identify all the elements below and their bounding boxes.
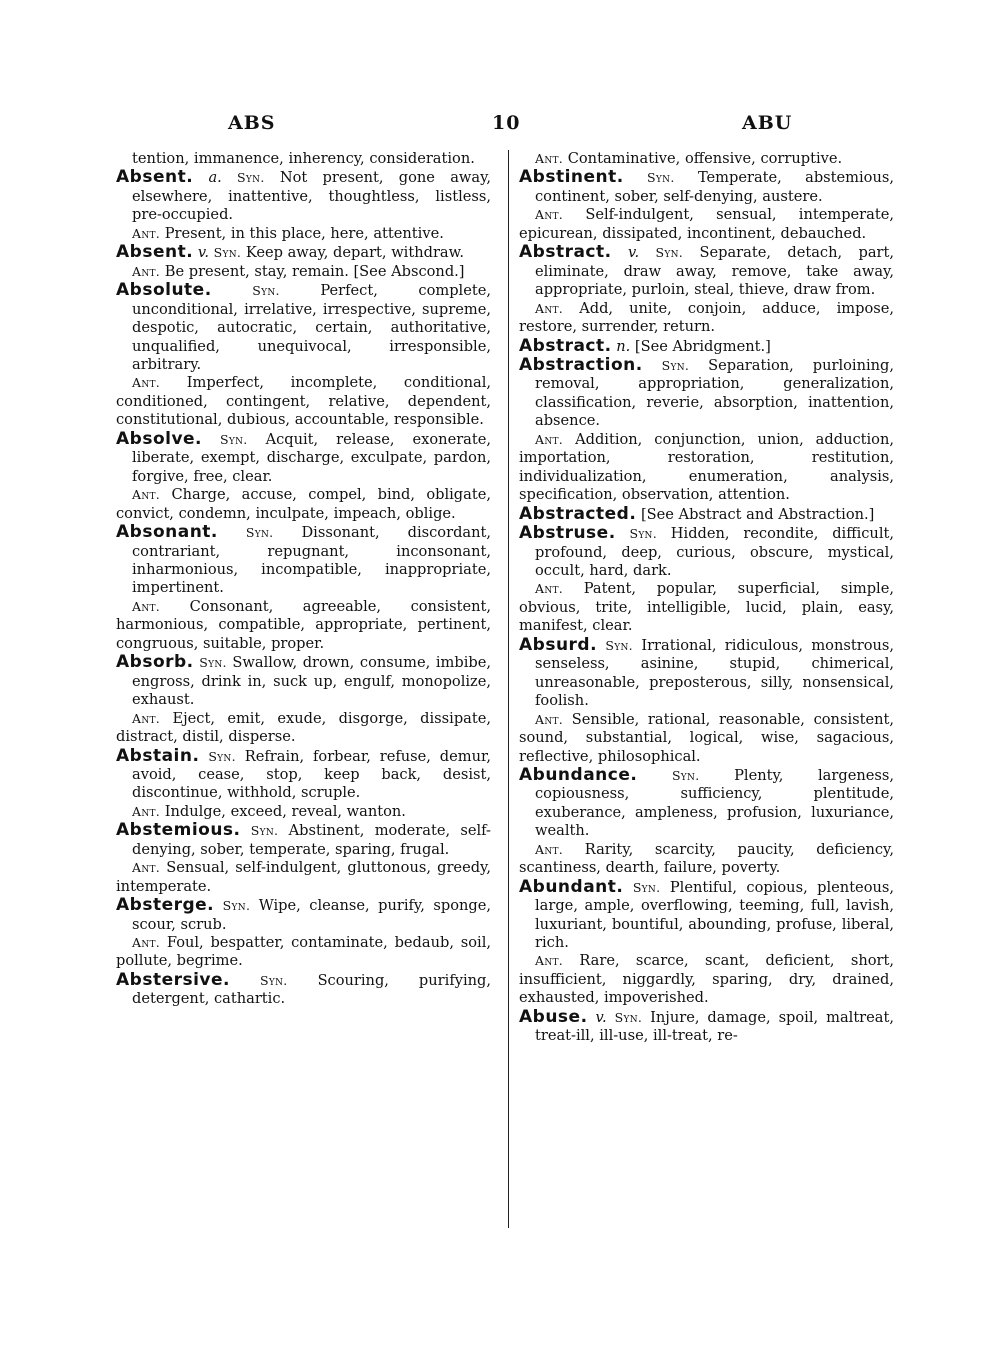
running-head-left: ABS: [228, 112, 276, 134]
antonym-line: [519, 431, 894, 505]
synonym-label: Syn.: [655, 245, 684, 261]
synonym-label: Syn.: [222, 898, 251, 914]
part-of-speech: v.: [595, 1008, 607, 1026]
entry-synonyms: Hidden, recondite, difficult, profound, deep, curious, obscure, mystical, occult, hard, dark.: [535, 525, 895, 579]
antonym-line: [116, 486, 491, 523]
entry-synonyms: Plenty, largeness, copiousness, sufficiency, plentitude, exuberance, ampleness, profusion, luxuriance, wealth.: [535, 766, 894, 840]
entry-headword: Abstraction.: [519, 354, 643, 375]
antonym-line: [116, 934, 491, 971]
entry-headword: Abstersive.: [116, 969, 230, 990]
entry-headword: Absent.: [116, 242, 194, 263]
entry-headword: Abstemious.: [116, 820, 241, 841]
entry-synonyms: Acquit, release, exonerate, liberate, exempt, discharge, exculpate, pardon, forgive, free, clear.: [132, 430, 492, 485]
synonym-label: Syn.: [250, 823, 279, 839]
entry-synonyms: Wipe, cleanse, purify, sponge, scour, scrub.: [132, 897, 492, 933]
entry-headword: Abundance.: [519, 764, 638, 785]
entry-antonyms: Self-indulgent, sensual, intemperate, epicurean, dissipated, incontinent, debauched.: [519, 206, 895, 242]
antonym-line: [519, 150, 894, 168]
antonym-label: Ant.: [132, 263, 161, 279]
synonym-label: Syn.: [632, 879, 661, 895]
entry-headword: Absterge.: [116, 895, 215, 916]
entry-antonyms: Sensual, self-indulgent, gluttonous, greedy, intemperate.: [116, 859, 491, 895]
entry-antonyms: Patent, popular, superficial, simple, obvious, trite, intelligible, lucid, plain, easy, manifest, clear.: [519, 580, 894, 635]
entry-synonyms: [See Abridgment.]: [634, 337, 771, 355]
entry-antonyms: Sensible, rational, reasonable, consistent, sound, substantial, logical, wise, sagacious, reflective, philosophical.: [519, 710, 894, 765]
synonym-label: Syn.: [237, 170, 265, 186]
antonym-line: [519, 206, 894, 243]
dictionary-entry: [116, 523, 491, 598]
left-column: [116, 150, 491, 1009]
dictionary-entry: [116, 243, 491, 262]
entry-antonyms: Foul, bespatter, contaminate, bedaub, soil, pollute, begrime.: [116, 934, 491, 970]
entry-synonyms: Not present, gone away, elsewhere, inattentive, thoughtless, listless, pre-occupied.: [132, 169, 492, 224]
entry-headword: Abstain.: [116, 745, 200, 766]
antonym-line: [116, 598, 491, 653]
dictionary-entry: [116, 653, 491, 709]
antonym-line: [116, 803, 491, 821]
antonym-line: [116, 225, 491, 243]
entry-synonyms: Irrational, ridiculous, monstrous, senseless, asinine, stupid, chimerical, unreasonable, preposterous, silly, nonsensical, foolish.: [535, 636, 895, 710]
synonym-label: Syn.: [671, 767, 700, 783]
part-of-speech: v.: [197, 244, 209, 262]
entry-headword: Absorb.: [116, 652, 194, 673]
entry-headword: Abstruse.: [519, 523, 616, 544]
antonym-label: Ant.: [132, 803, 161, 819]
antonym-label: Ant.: [535, 431, 564, 447]
entry-headword: Abstinent.: [519, 167, 624, 188]
antonym-label: Ant.: [535, 151, 564, 166]
entry-headword: Absolve.: [116, 428, 203, 449]
dictionary-entry: [519, 356, 894, 431]
synonym-label: Syn.: [661, 357, 690, 373]
antonym-label: Ant.: [132, 375, 161, 391]
synonym-label: Syn.: [252, 283, 280, 299]
antonym-label: Ant.: [132, 225, 161, 241]
entry-synonyms: Keep away, depart, withdraw.: [245, 244, 465, 262]
entry-synonyms: Injure, damage, spoil, maltreat, treat-ill, ill-use, ill-treat, re-: [535, 1008, 894, 1045]
antonym-label: Ant.: [535, 711, 564, 727]
synonym-label: Syn.: [614, 1009, 643, 1025]
synonym-label: Syn.: [199, 655, 227, 671]
dictionary-entry: [519, 636, 894, 711]
dictionary-entry: [116, 430, 491, 486]
entry-antonyms: Eject, emit, exude, disgorge, dissipate, distract, distil, disperse.: [116, 709, 492, 746]
entry-headword: Absurd.: [519, 634, 598, 655]
entry-antonyms: Add, unite, conjoin, adduce, impose, restore, surrender, return.: [519, 299, 895, 336]
antonym-label: Ant.: [132, 487, 161, 503]
antonym-line: [519, 841, 894, 878]
dictionary-entry: [519, 168, 894, 206]
entry-headword: Abundant.: [519, 876, 624, 897]
entry-headword: Absent.: [116, 167, 194, 188]
entry-synonyms: Perfect, complete, unconditional, irrelative, irrespective, supreme, despotic, autocratic, certain, authoritative, unqualified, unequivocal, irresponsible, arbitrary.: [132, 282, 491, 373]
entry-synonyms: Dissonant, discordant, contrariant, repugnant, inconsonant, inharmonious, incompatible, inappropriate, impertinent.: [132, 524, 492, 597]
continued-text-body: tention, immanence, inherency, consideration.: [132, 150, 475, 167]
antonym-line: [116, 374, 491, 429]
dictionary-entry: [116, 281, 491, 374]
synonym-label: Syn.: [220, 431, 248, 447]
antonym-label: Ant.: [535, 841, 564, 857]
entry-synonyms: Scouring, purifying, detergent, cathartic.: [132, 971, 492, 1008]
antonym-label: Ant.: [132, 710, 161, 726]
entry-synonyms: Temperate, abstemious, continent, sober, self-denying, austere.: [535, 169, 894, 205]
entry-antonyms: Present, in this place, here, attentive.: [164, 224, 444, 242]
dictionary-entry: [519, 505, 894, 524]
antonym-line: [519, 580, 894, 635]
synonym-label: Syn.: [245, 525, 274, 541]
antonym-label: Ant.: [535, 953, 564, 969]
dictionary-entry: [519, 766, 894, 841]
entry-synonyms: Swallow, drown, consume, imbibe, engross, drink in, suck up, engulf, monopolize, exhaust.: [132, 654, 491, 709]
antonym-label: Ant.: [132, 598, 161, 614]
continued-text: [116, 150, 491, 168]
antonym-label: Ant.: [535, 207, 564, 223]
entry-synonyms: Plentiful, copious, plenteous, large, ample, overflowing, teeming, full, lavish, luxuriant, bountiful, abounding, profuse, liberal, rich.: [535, 878, 895, 952]
part-of-speech: v.: [627, 244, 640, 262]
entry-headword: Abstracted.: [519, 503, 637, 524]
dictionary-entry: [116, 971, 491, 1009]
entry-antonyms: Indulge, exceed, reveal, wanton.: [164, 802, 406, 820]
synonym-label: Syn.: [213, 245, 242, 261]
dictionary-entry: [519, 878, 894, 953]
entry-headword: Abuse.: [519, 1006, 588, 1027]
antonym-label: Ant.: [535, 581, 564, 597]
antonym-line: [519, 300, 894, 337]
entry-synonyms: Separation, purloining, removal, appropriation, generalization, classification, reverie, absorption, inattention, absence.: [535, 356, 895, 430]
entry-antonyms: Be present, stay, remain. [See Abscond.]: [164, 262, 465, 280]
antonym-line: [116, 710, 491, 747]
column-divider: [508, 150, 509, 1228]
part-of-speech: a.: [208, 169, 222, 187]
dictionary-entry: [519, 1008, 894, 1046]
dictionary-entry: [519, 337, 894, 356]
antonym-line: [519, 711, 894, 766]
entry-synonyms: Separate, detach, part, eliminate, draw away, remove, take away, appropriate, purloin, steal, thieve, draw from.: [535, 244, 895, 299]
entry-antonyms: Rarity, scarcity, paucity, deficiency, scantiness, dearth, failure, poverty.: [519, 840, 895, 877]
antonym-label: Ant.: [132, 860, 161, 876]
entry-headword: Absonant.: [116, 522, 218, 543]
entry-antonyms: Rare, scarce, scant, deficient, short, insufficient, niggardly, sparing, dry, drained, exhausted, impoverished.: [519, 952, 894, 1007]
antonym-label: Ant.: [535, 300, 564, 316]
antonym-line: [116, 859, 491, 896]
antonym-label: Ant.: [132, 935, 161, 951]
entry-synonyms: Abstinent, moderate, self-denying, sober, temperate, sparing, frugal.: [132, 822, 491, 858]
running-head-right: ABU: [742, 112, 793, 134]
entry-antonyms: Contaminative, offensive, corruptive.: [567, 150, 843, 167]
antonym-line: [116, 263, 491, 281]
entry-headword: Abstract.: [519, 242, 612, 263]
synonym-label: Syn.: [647, 170, 675, 186]
right-column: [519, 150, 894, 1046]
antonym-line: [519, 952, 894, 1007]
entry-headword: Abstract.: [519, 335, 612, 356]
entry-antonyms: Addition, conjunction, union, adduction, importation, restoration, restitution, individualization, enumeration, analysis, specification, observation, attention.: [519, 430, 895, 504]
synonym-label: Syn.: [260, 972, 288, 988]
entry-synonyms: Refrain, forbear, refuse, demur, avoid, cease, stop, keep back, desist, discontinue, withhold, scruple.: [132, 747, 492, 802]
synonym-label: Syn.: [605, 637, 633, 653]
page-number: 10: [492, 112, 521, 134]
dictionary-entry: [116, 821, 491, 859]
entry-synonyms: [See Abstract and Abstraction.]: [640, 505, 875, 523]
dictionary-entry: [116, 747, 491, 803]
part-of-speech: n.: [616, 337, 631, 355]
dictionary-entry: [116, 896, 491, 934]
dictionary-entry: [519, 243, 894, 299]
synonym-label: Syn.: [208, 748, 236, 764]
entry-antonyms: Imperfect, incomplete, conditional, conditioned, contingent, relative, dependent, constitutional, dubious, accountable, responsible.: [116, 374, 492, 429]
dictionary-entry: [116, 168, 491, 224]
dictionary-entry: [519, 524, 894, 580]
entry-headword: Absolute.: [116, 280, 212, 301]
entry-antonyms: Consonant, agreeable, consistent, harmonious, compatible, appropriate, pertinent, congruous, suitable, proper.: [116, 597, 491, 652]
entry-antonyms: Charge, accuse, compel, bind, obligate, convict, condemn, inculpate, impeach, oblige.: [116, 486, 491, 522]
synonym-label: Syn.: [629, 526, 658, 542]
